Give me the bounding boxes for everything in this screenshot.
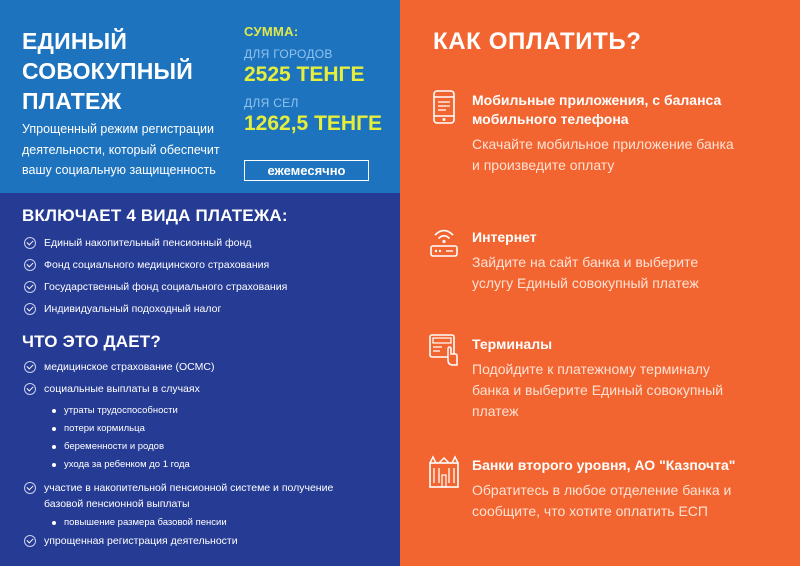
includes-heading: ВКЛЮЧАЕТ 4 ВИДА ПЛАТЕЖА: bbox=[22, 206, 288, 225]
wifi-router-icon bbox=[428, 226, 460, 260]
method-text: Подойдите к платежному терминалу банка и выберите Единый совокупный платеж bbox=[472, 361, 724, 419]
bullet-icon bbox=[52, 445, 56, 449]
villages-label: ДЛЯ СЕЛ bbox=[244, 96, 299, 110]
list-item: социальные выплаты в случаях bbox=[24, 383, 214, 395]
how-to-pay-panel bbox=[400, 0, 800, 566]
check-icon bbox=[24, 281, 36, 293]
method-title: Терминалы bbox=[472, 336, 553, 352]
details-panel bbox=[0, 193, 400, 566]
list-item: ухода за ребенком до 1 года bbox=[50, 459, 190, 470]
benefits-list-2 bbox=[24, 480, 333, 512]
list-item: медицинское страхование (ОСМС) bbox=[24, 361, 214, 373]
list-item: утраты трудоспособности bbox=[50, 405, 190, 416]
benefits-sublist bbox=[50, 405, 190, 470]
list-item: упрощенная регистрация деятельности bbox=[24, 535, 238, 547]
method-text: Зайдите на сайт банка и выберите услугу Единый совокупный платеж bbox=[472, 254, 699, 291]
check-icon bbox=[24, 259, 36, 271]
payment-method-mobile bbox=[472, 91, 792, 176]
list-item: Индивидуальный подоходный налог bbox=[24, 303, 287, 315]
check-icon bbox=[24, 237, 36, 249]
bullet-icon bbox=[52, 427, 56, 431]
payment-method-internet bbox=[472, 228, 792, 294]
benefits-sublist-2 bbox=[50, 517, 227, 528]
cities-label: ДЛЯ ГОРОДОВ bbox=[244, 47, 333, 61]
villages-value: 1262,5 ТЕНГЕ bbox=[244, 112, 382, 135]
payment-method-terminals bbox=[472, 335, 792, 422]
method-title: Интернет bbox=[472, 229, 537, 245]
mobile-phone-icon bbox=[428, 90, 460, 124]
how-to-pay-heading: КАК ОПЛАТИТЬ? bbox=[433, 28, 642, 55]
benefits-list-3 bbox=[24, 535, 238, 547]
method-title: Банки второго уровня, АО "Казпочта" bbox=[472, 457, 736, 473]
check-icon bbox=[24, 361, 36, 373]
main-title: ЕДИНЫЙ СОВОКУПНЫЙ ПЛАТЕЖ bbox=[22, 28, 193, 114]
method-title: Мобильные приложения, с баланса мобильного телефона bbox=[472, 92, 722, 127]
list-item: потери кормильца bbox=[50, 423, 190, 434]
period-badge: ежемесячно bbox=[244, 160, 369, 181]
sum-block bbox=[244, 24, 394, 136]
list-item: беременности и родов bbox=[50, 441, 190, 452]
bullet-icon bbox=[52, 521, 56, 525]
sum-label: СУММА: bbox=[244, 24, 299, 39]
list-item: Единый накопительный пенсионный фонд bbox=[24, 237, 287, 249]
list-item: Фонд социального медицинского страхования bbox=[24, 259, 287, 271]
benefits-heading: ЧТО ЭТО ДАЕТ? bbox=[22, 332, 161, 351]
bank-building-icon bbox=[428, 455, 460, 489]
bullet-icon bbox=[52, 409, 56, 413]
payment-method-banks bbox=[472, 456, 792, 522]
includes-list bbox=[24, 237, 287, 315]
check-icon bbox=[24, 303, 36, 315]
terminal-icon bbox=[428, 333, 460, 367]
check-icon bbox=[24, 383, 36, 395]
bullet-icon bbox=[52, 463, 56, 467]
method-text: Скачайте мобильное приложение банка и произведите оплату bbox=[472, 136, 734, 173]
list-item: Государственный фонд социального страхования bbox=[24, 281, 287, 293]
header-panel bbox=[0, 0, 400, 193]
benefits-list bbox=[24, 361, 214, 395]
list-item: повышение размера базовой пенсии bbox=[50, 517, 227, 528]
list-item: участие в накопительной пенсионной системе и получение базовой пенсионной выплаты bbox=[24, 480, 333, 512]
cities-value: 2525 ТЕНГЕ bbox=[244, 63, 365, 86]
main-subtitle: Упрощенный режим регистрации деятельности, который обеспечит вашу социальную защищенность bbox=[22, 122, 220, 177]
method-text: Обратитесь в любое отделение банка и сообщите, что хотите оплатить ЕСП bbox=[472, 482, 732, 519]
check-icon bbox=[24, 482, 36, 494]
check-icon bbox=[24, 535, 36, 547]
